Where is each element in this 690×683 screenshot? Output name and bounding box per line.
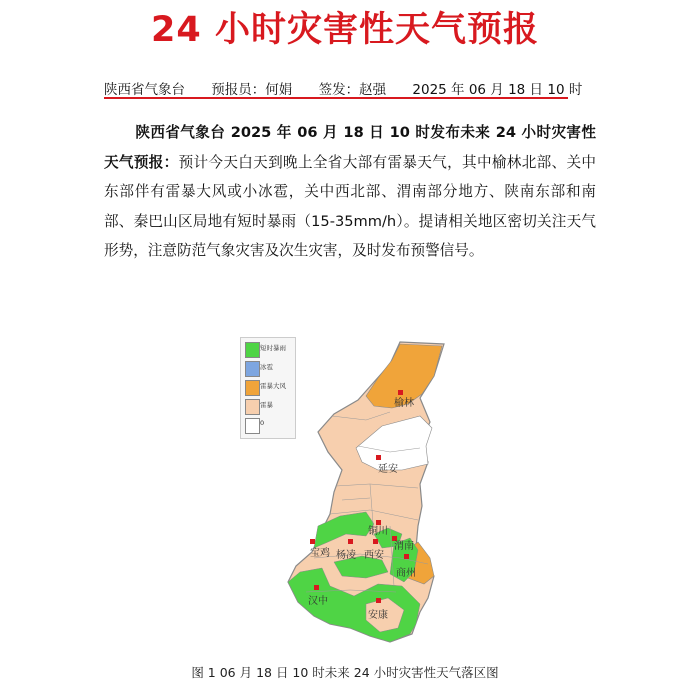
forecast-text: 预计今天白天到晚上全省大部有雷暴天气，其中榆林北部、关中东部伴有雷暴大风或小冰雹，关中西北部、渭南部分地方、陕南东部和南部、秦巴山区局地有短时暴雨（15-35mm/h）。提请相关地区密切关注天气形势，注意防范气象灾害及次生灾害，及时发布预警信号。 <box>104 153 596 259</box>
document-meta <box>104 78 583 98</box>
legend-label: 0 <box>260 419 265 427</box>
city-label-baoji: 宝鸡 <box>310 548 330 559</box>
city-label-yanan: 延安 <box>378 464 398 475</box>
city-marker <box>404 554 409 559</box>
meta-issuer: 签发：赵强 <box>318 82 387 98</box>
meta-forecaster: 预报员：何娟 <box>211 82 293 98</box>
city-marker <box>373 539 378 544</box>
city-label-yangling: 杨凌 <box>336 550 356 561</box>
legend-swatch <box>245 418 260 434</box>
page-title: 24 小时灾害性天气预报 <box>151 10 539 50</box>
city-label-ankang: 安康 <box>368 610 388 621</box>
city-label-tongchuan: 铜川 <box>368 526 388 537</box>
city-label-hanzhong: 汉中 <box>308 596 328 607</box>
forecast-lead: 陕西省气象台 2025 年 06 月 18 日 10 时发布未来 24 小时灾害性天气预报： <box>104 124 596 171</box>
city-label-yulin: 榆林 <box>394 398 414 409</box>
forecast-map <box>270 336 450 650</box>
city-label-xian: 西安 <box>364 550 384 561</box>
city-label-shangzhou: 商州 <box>396 568 416 579</box>
legend-label: 短时暴雨 <box>260 344 286 352</box>
meta-datetime: 2025 年 06 月 18 日 10 时 <box>412 82 583 98</box>
shaanxi-map-svg <box>270 336 450 646</box>
city-marker <box>348 539 353 544</box>
legend-swatch <box>245 361 260 377</box>
legend-label: 雷暴大风 <box>260 382 286 390</box>
figure-caption: 图 1 06 月 18 日 10 时未来 24 小时灾害性天气落区图 <box>191 665 499 680</box>
forecast-paragraph <box>104 118 596 266</box>
legend-swatch <box>245 399 260 415</box>
city-marker <box>376 598 381 603</box>
legend-swatch <box>245 380 260 396</box>
legend-label: 雷暴 <box>260 401 273 409</box>
legend-swatch <box>245 342 260 358</box>
meta-agency: 陕西省气象台 <box>104 82 185 98</box>
city-label-weinan: 渭南 <box>394 541 414 552</box>
header-divider <box>104 97 568 99</box>
legend-label: 冰雹 <box>260 363 273 371</box>
city-marker <box>314 585 319 590</box>
